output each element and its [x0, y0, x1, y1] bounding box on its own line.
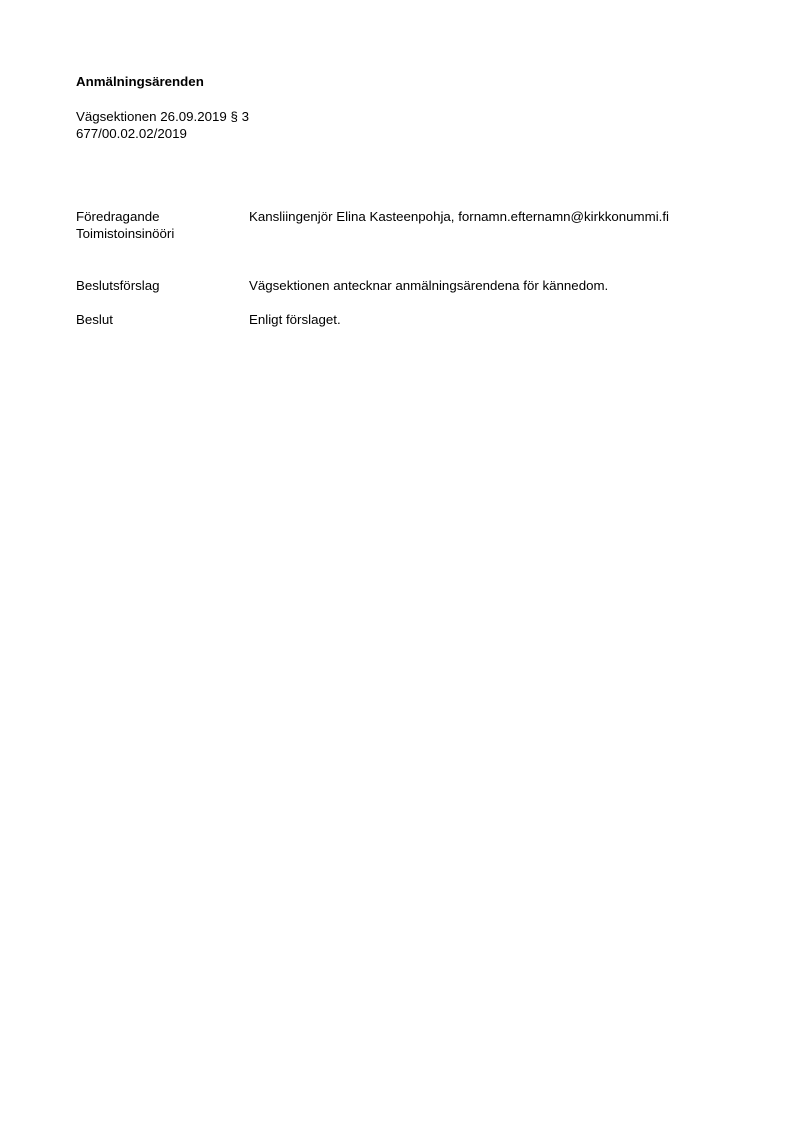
- decision-row: [76, 311, 726, 331]
- presenter-row: [76, 208, 726, 248]
- decision-value: Enligt förslaget.: [249, 312, 341, 327]
- case-number: 677/00.02.02/2019: [76, 126, 187, 141]
- proposal-value: Vägsektionen antecknar anmälningsärendena för kännedom.: [249, 278, 609, 293]
- meeting-line: Vägsektionen 26.09.2019 § 3: [76, 109, 250, 124]
- presenter-label-group: [76, 208, 246, 242]
- document-heading: Anmälningsärenden: [76, 74, 204, 89]
- meeting-meta: [76, 108, 249, 142]
- presenter-label-fi: Toimistoinsinööri: [76, 226, 175, 241]
- presenter-label: Föredragande: [76, 209, 160, 224]
- presenter-value: Kansliingenjör Elina Kasteenpohja, fornamn.efternamn@kirkkonummi.fi: [249, 209, 670, 224]
- decision-label: Beslut: [76, 312, 113, 327]
- proposal-label: Beslutsförslag: [76, 278, 160, 293]
- proposal-row: [76, 277, 726, 297]
